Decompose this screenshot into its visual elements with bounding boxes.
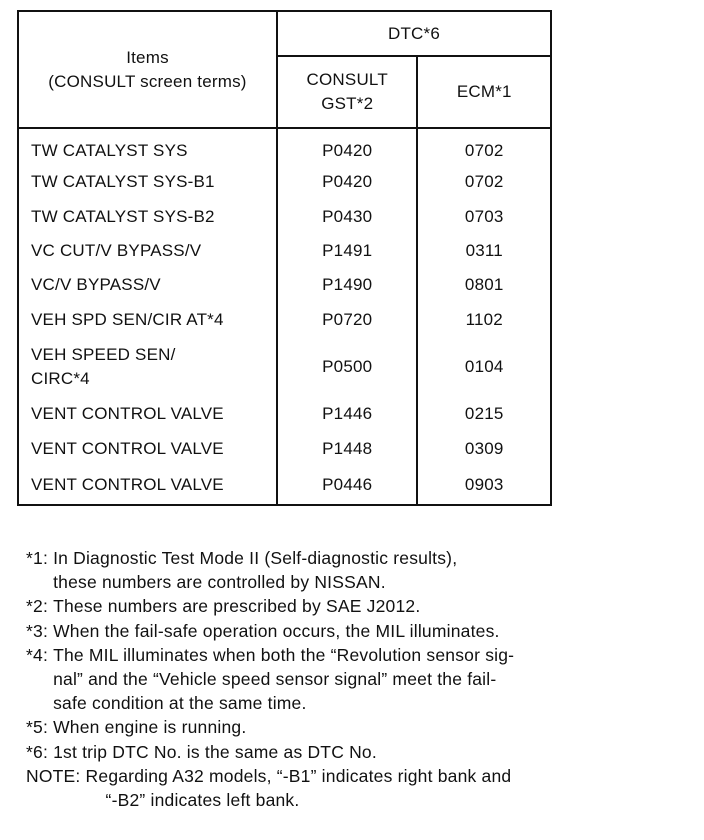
header-consult-line2: GST*2 bbox=[321, 94, 374, 113]
item-cell: TW CATALYST SYS-B1 bbox=[18, 165, 277, 199]
item-line2: CIRC*4 bbox=[31, 368, 90, 388]
header-consult-gst bbox=[277, 56, 418, 128]
consult-code-cell: P0420 bbox=[277, 128, 418, 165]
table-row bbox=[18, 128, 551, 165]
item-cell: TW CATALYST SYS-B2 bbox=[18, 199, 277, 233]
footnote-marker: *1: bbox=[26, 548, 54, 568]
ecm-code-cell: 0801 bbox=[417, 268, 551, 302]
ecm-code-cell: 0309 bbox=[417, 431, 551, 465]
table-row bbox=[18, 199, 551, 233]
footnote-line: safe condition at the same time. bbox=[53, 693, 307, 714]
item-cell: TW CATALYST SYS bbox=[18, 128, 277, 165]
footnote-4 bbox=[26, 643, 696, 716]
header-items-line2: (CONSULT screen terms) bbox=[48, 71, 247, 91]
table-row bbox=[18, 431, 551, 465]
consult-code-cell: P0446 bbox=[277, 466, 418, 505]
item-cell bbox=[18, 337, 277, 397]
footnote-text bbox=[53, 643, 696, 716]
ecm-code-cell: 0104 bbox=[417, 337, 551, 397]
item-line1: VEH SPEED SEN/ bbox=[31, 344, 176, 364]
header-items-line1: Items bbox=[126, 47, 169, 67]
footnotes bbox=[26, 546, 696, 812]
header-dtc: DTC*6 bbox=[277, 11, 551, 56]
consult-code-cell: P1448 bbox=[277, 431, 418, 465]
table-row bbox=[18, 234, 551, 268]
consult-code-cell: P0500 bbox=[277, 337, 418, 397]
footnote-6 bbox=[26, 740, 696, 764]
footnote-marker: *3: bbox=[26, 620, 54, 641]
table-row bbox=[18, 303, 551, 337]
item-cell: VEH SPD SEN/CIR AT*4 bbox=[18, 303, 277, 337]
footnote-text: 1st trip DTC No. is the same as DTC No. bbox=[53, 741, 377, 762]
footnote-marker: *6: bbox=[26, 741, 54, 762]
consult-code-cell: P0420 bbox=[277, 165, 418, 199]
item-cell: VENT CONTROL VALVE bbox=[18, 397, 277, 431]
footnote-3 bbox=[26, 619, 696, 643]
consult-code-cell: P1491 bbox=[277, 234, 418, 268]
item-cell: VC CUT/V BYPASS/V bbox=[18, 234, 277, 268]
ecm-code-cell: 0903 bbox=[417, 466, 551, 505]
footnote-5 bbox=[26, 715, 696, 739]
table-row bbox=[18, 466, 551, 505]
ecm-code-cell: 0215 bbox=[417, 397, 551, 431]
header-consult-line1: CONSULT bbox=[306, 70, 388, 89]
footnote-marker: *2: bbox=[26, 596, 54, 617]
consult-code-cell: P0430 bbox=[277, 199, 418, 233]
ecm-code-cell: 0702 bbox=[417, 128, 551, 165]
table-row bbox=[18, 337, 551, 397]
ecm-code-cell: 0702 bbox=[417, 165, 551, 199]
footnote-line: “-B2” indicates left bank. bbox=[105, 790, 300, 811]
header-ecm: ECM*1 bbox=[417, 56, 551, 128]
ecm-code-cell: 1102 bbox=[417, 303, 551, 337]
footnote-marker: *5: bbox=[26, 717, 54, 738]
footnote-text: When the fail-safe operation occurs, the MIL illuminates. bbox=[53, 620, 500, 641]
footnote-note bbox=[26, 764, 696, 812]
footnote-text bbox=[53, 546, 696, 594]
ecm-code-cell: 0311 bbox=[417, 234, 551, 268]
dtc-table bbox=[17, 10, 552, 506]
footnote-1 bbox=[26, 546, 696, 594]
table-row bbox=[18, 165, 551, 199]
consult-code-cell: P1490 bbox=[277, 268, 418, 302]
consult-code-cell: P0720 bbox=[277, 303, 418, 337]
header-items bbox=[18, 11, 277, 128]
footnote-marker: *4: bbox=[26, 644, 54, 665]
item-cell: VENT CONTROL VALVE bbox=[18, 431, 277, 465]
ecm-code-cell: 0703 bbox=[417, 199, 551, 233]
footnote-marker: NOTE: bbox=[26, 765, 86, 786]
footnote-line: In Diagnostic Test Mode II (Self-diagnostic results), bbox=[53, 548, 458, 568]
footnote-line: Regarding A32 models, “-B1” indicates right bank and bbox=[85, 765, 512, 786]
footnote-line: The MIL illuminates when both the “Revolution sensor sig- bbox=[53, 644, 515, 665]
item-cell: VENT CONTROL VALVE bbox=[18, 466, 277, 505]
footnote-text: These numbers are prescribed by SAE J2012. bbox=[53, 596, 421, 617]
footnote-text bbox=[86, 764, 696, 812]
table-row bbox=[18, 397, 551, 431]
footnote-2 bbox=[26, 594, 696, 618]
footnote-line: these numbers are controlled by NISSAN. bbox=[53, 572, 386, 593]
consult-code-cell: P1446 bbox=[277, 397, 418, 431]
footnote-line: nal” and the “Vehicle speed sensor signal” meet the fail- bbox=[53, 669, 497, 690]
footnote-text: When engine is running. bbox=[53, 717, 247, 738]
item-cell: VC/V BYPASS/V bbox=[18, 268, 277, 302]
table-row bbox=[18, 268, 551, 302]
